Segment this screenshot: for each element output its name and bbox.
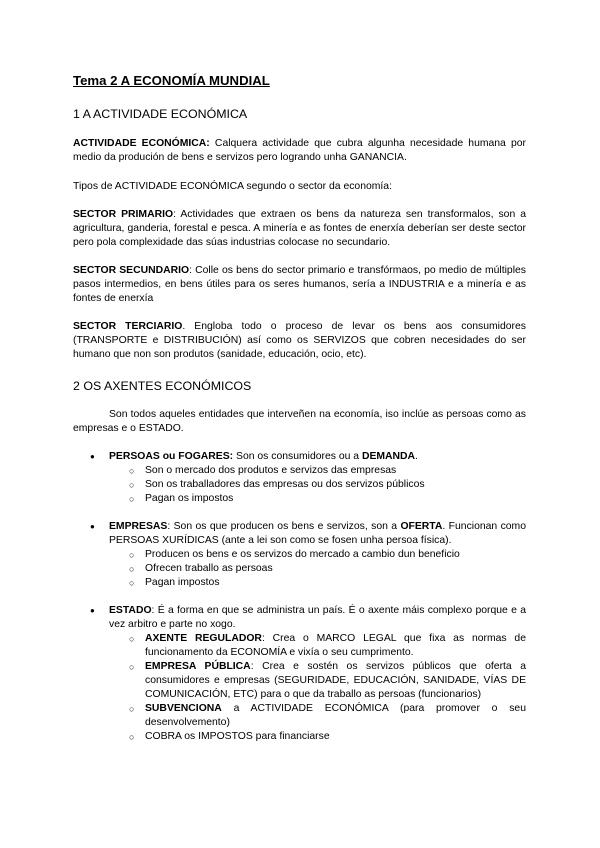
sector-secundario-paragraph [73, 264, 526, 306]
agents-list [73, 450, 526, 506]
section2-heading: 2 OS AXENTES ECONÓMICOS [73, 379, 252, 393]
agents-list [73, 520, 526, 590]
agents-list [73, 604, 526, 744]
agent-estado [73, 604, 526, 744]
agent-persoas-desc: Son os consumidores ou a [233, 451, 362, 462]
list-item: ○ Ofrecen traballo as persoas [109, 562, 526, 576]
agent-estado-sublist [109, 632, 526, 744]
agent-persoas-term: PERSOAS ou FOGARES: [109, 451, 234, 462]
section1-heading: 1 A ACTIVIDADE ECONÓMICA [73, 107, 248, 121]
sector-primario-text: : Actividades que extraen os bens da natureza sen transformalos, son a agricultura, ganderia, forestal e pesca. A minería e as fontes de enerxía deberían ser deste sector pero pola complexidade das súas industrias colocase no secundario. [73, 209, 527, 248]
list-item [109, 632, 526, 660]
agent-persoas [73, 450, 526, 506]
estado-sub1-text: : Crea o MARCO LEGAL que fixa as normas de funcionamento da ECONOMÍA e vixía o seu cumprimento. [145, 633, 526, 658]
agent-persoas-sublist [109, 464, 526, 506]
definition-text: Calquera actividade que cubra algunha necesidade humana por medio da produción de bens e servizos pero logrando unha GANANCIA. [73, 138, 527, 163]
agent-estado-desc: : É a forma en que se administra un país. É o axente máis complexo porque e a vez arbitro e parte no xogo. [109, 605, 526, 630]
list-item: ○ Pagan impostos [109, 576, 526, 590]
agent-empresas-sublist [109, 548, 526, 590]
sector-primario-term: SECTOR PRIMARIO [73, 209, 174, 220]
estado-sub3-text: a ACTIVIDADE ECONÓMICA (para promover o seu desenvolvemento) [145, 703, 526, 728]
sector-terciario-term: SECTOR TERCIARIO [73, 321, 183, 332]
section2-intro: Son todos aqueles entidades que interveñen na economía, iso inclúe as persoas como as empresas e o ESTADO. [73, 409, 526, 434]
sector-terciario-paragraph [73, 320, 526, 362]
list-item: ○ Son os traballadores das empresas ou dos servizos públicos [109, 478, 526, 492]
agent-persoas-term2: DEMANDA [361, 451, 416, 462]
document-title: Tema 2 A ECONOMÍA MUNDIAL [73, 73, 270, 88]
agent-empresas-desc: : Son os que producen os bens e servizos, son a [167, 521, 401, 532]
agent-empresas-text [109, 520, 526, 548]
agent-persoas-text [109, 450, 526, 464]
estado-sub1-term: AXENTE REGULADOR [145, 633, 262, 644]
list-item: ○ COBRA os IMPOSTOS para financiarse [109, 730, 526, 744]
list-item [109, 660, 526, 702]
agent-empresas-term: EMPRESAS [109, 521, 168, 532]
agent-persoas-desc2: . [415, 451, 418, 462]
agent-empresas-term2: OFERTA [400, 521, 443, 532]
estado-sub3-term: SUBVENCIONA [145, 703, 222, 714]
agent-estado-term: ESTADO [109, 605, 152, 616]
sector-terciario-text: . Engloba todo o proceso de levar os bens aos consumidores (TRANSPORTE e DISTRIBUCIÓN) así como os SERVIZOS que cobren necesidades do ser humano que non son produtos (sanidade, educación, ocio, etc). [73, 321, 526, 360]
types-intro: Tipos de ACTIVIDADE ECONÓMICA segundo o sector da economía: [73, 181, 392, 192]
agent-empresas [73, 520, 526, 590]
estado-sub2-text: : Crea e sostén os servizos públicos que oferta a consumidores e empresas (SEGURIDADE, EDUCACIÓN, SANIDADE, VÍAS DE COMUNICACIÓN, ETC) para o que da traballo as persoas (funcionarios) [145, 661, 526, 700]
estado-sub2-term: EMPRESA PÚBLICA [145, 661, 251, 672]
list-item: ○ Producen os bens e os servizos do mercado a cambio dun beneficio [109, 548, 526, 562]
definition-paragraph [73, 137, 526, 165]
sector-secundario-text: : Colle os bens do sector primario e transfórmaos, po medio de múltiples pasos intermedios, en bens útiles para os seres humanos, sería a INDUSTRIA e a minería e as fontes de enerxía [73, 265, 526, 304]
sector-primario-paragraph [73, 208, 526, 250]
document-content [73, 72, 526, 744]
list-item: ○ Son o mercado dos produtos e servizos das empresas [109, 464, 526, 478]
list-item [109, 702, 526, 730]
sector-secundario-term: SECTOR SECUNDARIO [73, 265, 190, 276]
definition-term: ACTIVIDADE ECONÓMICA: [73, 138, 210, 149]
agent-estado-text [109, 604, 526, 632]
list-item: ○ Pagan os impostos [109, 492, 526, 506]
agent-empresas-desc2: . Funcionan como PERSOAS XURÍDICAS (ante a lei son como se fosen unha persoa física). [109, 521, 526, 546]
